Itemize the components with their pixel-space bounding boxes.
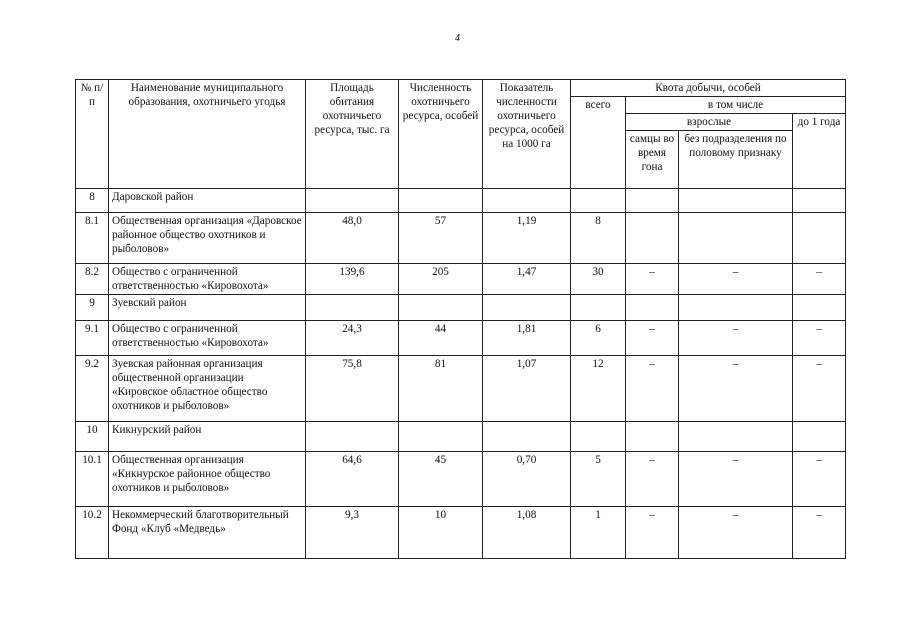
row-index: 1,19	[483, 213, 571, 264]
row-index: 1,07	[483, 356, 571, 422]
header-adults: взрослые	[626, 114, 793, 131]
row-no-sex: –	[679, 264, 793, 295]
row-total: 30	[571, 264, 626, 295]
header-area: Площадь обитания охотничьего ресурса, тыс. га	[306, 80, 399, 189]
row-total: 8	[571, 213, 626, 264]
row-no-sex: –	[679, 452, 793, 507]
row-no-sex: –	[679, 321, 793, 356]
row-males: –	[626, 264, 679, 295]
row-num: 9	[76, 295, 109, 321]
row-area: 48,0	[306, 213, 399, 264]
header-males: самцы во время гона	[626, 131, 679, 189]
row-count: 57	[399, 213, 483, 264]
row-no-sex: –	[679, 507, 793, 559]
table-row	[76, 189, 846, 213]
row-num: 8	[76, 189, 109, 213]
row-name: Общественная организация «Кикнурское районное общество охотников и рыболовов»	[109, 452, 306, 507]
row-under1: –	[793, 264, 846, 295]
row-total: 6	[571, 321, 626, 356]
row-name: Общественная организация «Даровское районное общество охотников и рыболовов»	[109, 213, 306, 264]
table-row	[76, 264, 846, 295]
row-count: 205	[399, 264, 483, 295]
row-num: 10	[76, 422, 109, 452]
row-num: 9.1	[76, 321, 109, 356]
header-index: Показатель численности охотничьего ресурса, особей на 1000 га	[483, 80, 571, 189]
row-index: 1,81	[483, 321, 571, 356]
row-area: 24,3	[306, 321, 399, 356]
header-count: Численность охотничьего ресурса, особей	[399, 80, 483, 189]
row-males: –	[626, 356, 679, 422]
header-quota: Квота добычи, особей	[571, 80, 846, 97]
row-no-sex	[679, 213, 793, 264]
row-num: 9.2	[76, 356, 109, 422]
row-num: 10.2	[76, 507, 109, 559]
row-name: Даровской район	[109, 189, 306, 213]
table-row	[76, 452, 846, 507]
row-males: –	[626, 507, 679, 559]
row-name: Некоммерческий благотворительный Фонд «Клуб «Медведь»	[109, 507, 306, 559]
row-index: 1,47	[483, 264, 571, 295]
table-row	[76, 295, 846, 321]
row-total: 12	[571, 356, 626, 422]
table-row	[76, 213, 846, 264]
row-area: 75,8	[306, 356, 399, 422]
row-name: Кикнурский район	[109, 422, 306, 452]
row-num: 8.2	[76, 264, 109, 295]
header-total: всего	[571, 97, 626, 189]
row-total: 5	[571, 452, 626, 507]
quota-table	[75, 79, 846, 559]
header-name: Наименование муниципального образования, охотничьего угодья	[109, 80, 306, 189]
row-count: 81	[399, 356, 483, 422]
header-under1: до 1 года	[793, 114, 846, 189]
row-under1: –	[793, 356, 846, 422]
row-males: –	[626, 452, 679, 507]
row-num: 10.1	[76, 452, 109, 507]
row-count: 10	[399, 507, 483, 559]
row-index: 0,70	[483, 452, 571, 507]
row-under1: –	[793, 321, 846, 356]
table-body	[76, 189, 846, 559]
table-row	[76, 321, 846, 356]
row-name: Общество с ограниченной ответственностью «Кировохота»	[109, 321, 306, 356]
row-name: Общество с ограниченной ответственностью «Кировохота»	[109, 264, 306, 295]
row-name: Зуевский район	[109, 295, 306, 321]
row-area: 9,3	[306, 507, 399, 559]
row-count: 44	[399, 321, 483, 356]
row-num: 8.1	[76, 213, 109, 264]
row-males: –	[626, 321, 679, 356]
header-num: № п/п	[76, 80, 109, 189]
row-area: 139,6	[306, 264, 399, 295]
row-index: 1,08	[483, 507, 571, 559]
row-count: 45	[399, 452, 483, 507]
table-row	[76, 422, 846, 452]
table-row	[76, 507, 846, 559]
row-under1	[793, 213, 846, 264]
row-under1: –	[793, 452, 846, 507]
row-area: 64,6	[306, 452, 399, 507]
table-header	[76, 80, 846, 189]
row-under1: –	[793, 507, 846, 559]
row-name: Зуевская районная организация общественной организации «Кировское областное общество охотников и рыболовов»	[109, 356, 306, 422]
table-row	[76, 356, 846, 422]
header-including: в том числе	[626, 97, 846, 114]
row-no-sex: –	[679, 356, 793, 422]
header-no-sex: без подразделения по половому признаку	[679, 131, 793, 189]
page-number: 4	[455, 33, 460, 44]
row-males	[626, 213, 679, 264]
row-total: 1	[571, 507, 626, 559]
